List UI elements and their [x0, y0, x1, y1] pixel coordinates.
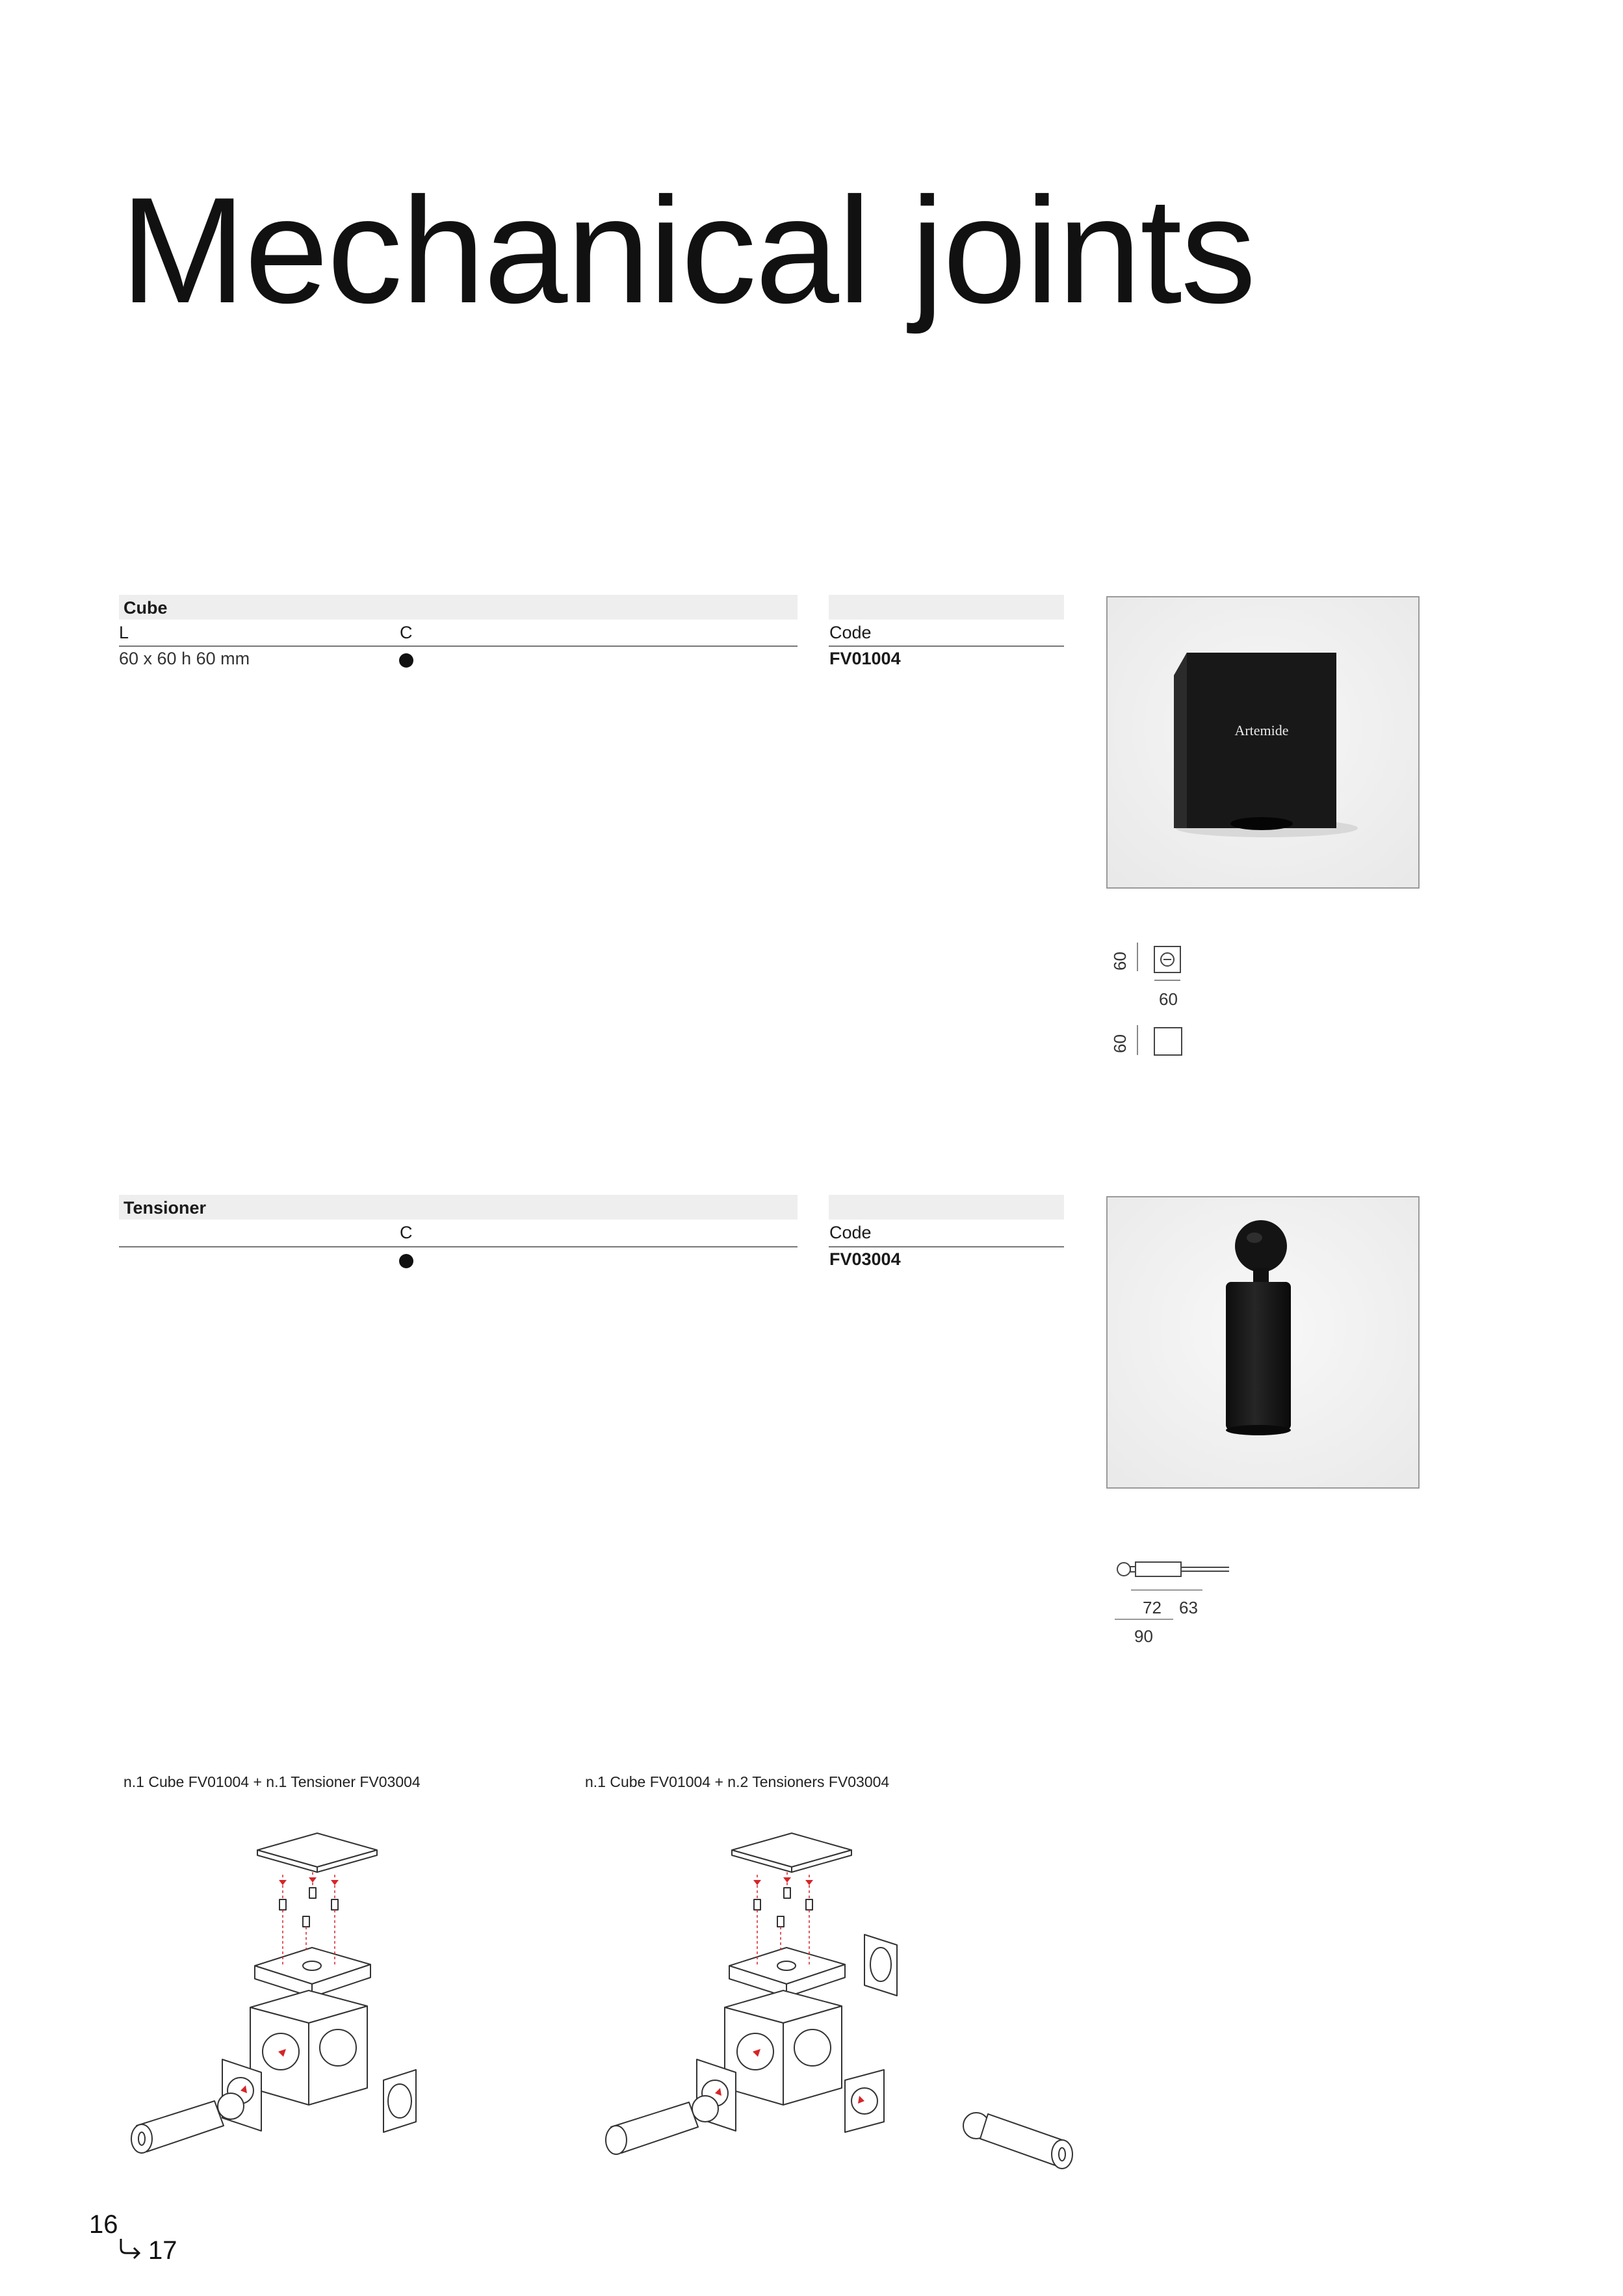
cube-code: FV01004 — [829, 649, 901, 668]
tensioner-dim-line-total — [1115, 1619, 1173, 1620]
cube-header-band — [119, 595, 798, 620]
hook-arrow-right-icon — [117, 2236, 144, 2262]
cube-code-divider — [829, 646, 1064, 647]
tensioner-code-divider — [829, 1246, 1064, 1247]
tensioner-code-header: Code — [829, 1223, 872, 1242]
diagram-2-caption: n.1 Cube FV01004 + n.2 Tensioners FV03004 — [585, 1773, 890, 1790]
tensioner-color-dot — [399, 1254, 413, 1268]
tensioner-side-view-drawing — [1115, 1555, 1232, 1584]
screws — [279, 1888, 338, 1927]
page-number-current: 16 — [89, 2210, 118, 2239]
cube-dim-height-2: 60 — [1110, 1034, 1130, 1053]
cube-divider — [119, 646, 798, 647]
tensioner-col-c-header: C — [400, 1223, 413, 1242]
tensioner-name: Tensioner — [123, 1198, 207, 1218]
cube-side-view-drawing — [1136, 1024, 1195, 1060]
page-number-next[interactable]: 17 — [148, 2236, 177, 2265]
tensioner-dim-line-a — [1131, 1589, 1202, 1591]
cube-photo — [1106, 596, 1420, 889]
tensioner-divider — [119, 1246, 798, 1247]
cube-color-dot — [399, 653, 413, 668]
cube-dim-width: 60 — [1159, 989, 1178, 1009]
page-title: Mechanical joints — [120, 166, 1255, 335]
cube-size: 60 x 60 h 60 mm — [119, 649, 250, 668]
cover-plate — [257, 1833, 377, 1867]
tensioner-dim-a: 72 — [1143, 1598, 1162, 1617]
diagram-1-caption: n.1 Cube FV01004 + n.1 Tensioner FV03004 — [123, 1773, 421, 1790]
tensioner-photo — [1106, 1196, 1420, 1489]
tensioner-code-band — [829, 1195, 1064, 1220]
tensioner-product-image — [1108, 1197, 1418, 1487]
cube-product-image — [1108, 597, 1418, 887]
cube-col-c-header: C — [400, 623, 413, 642]
tensioner-header-band — [119, 1195, 798, 1220]
cube-name: Cube — [123, 598, 168, 618]
cube-code-band — [829, 595, 1064, 620]
cube-code-header: Code — [829, 623, 872, 642]
diagram-2-exploded-view — [585, 1820, 1092, 2191]
tensioner-code: FV03004 — [829, 1249, 901, 1269]
diagram-1-exploded-view — [110, 1820, 500, 2191]
tensioner-dim-total: 90 — [1134, 1626, 1153, 1646]
cube-dim-height: 60 — [1110, 952, 1130, 971]
cube-top-view-drawing — [1136, 941, 1195, 982]
cube-brand-logo: Artemide — [1234, 722, 1289, 738]
cube-col-l-header: L — [119, 623, 129, 642]
tensioner-dim-b: 63 — [1179, 1598, 1198, 1617]
